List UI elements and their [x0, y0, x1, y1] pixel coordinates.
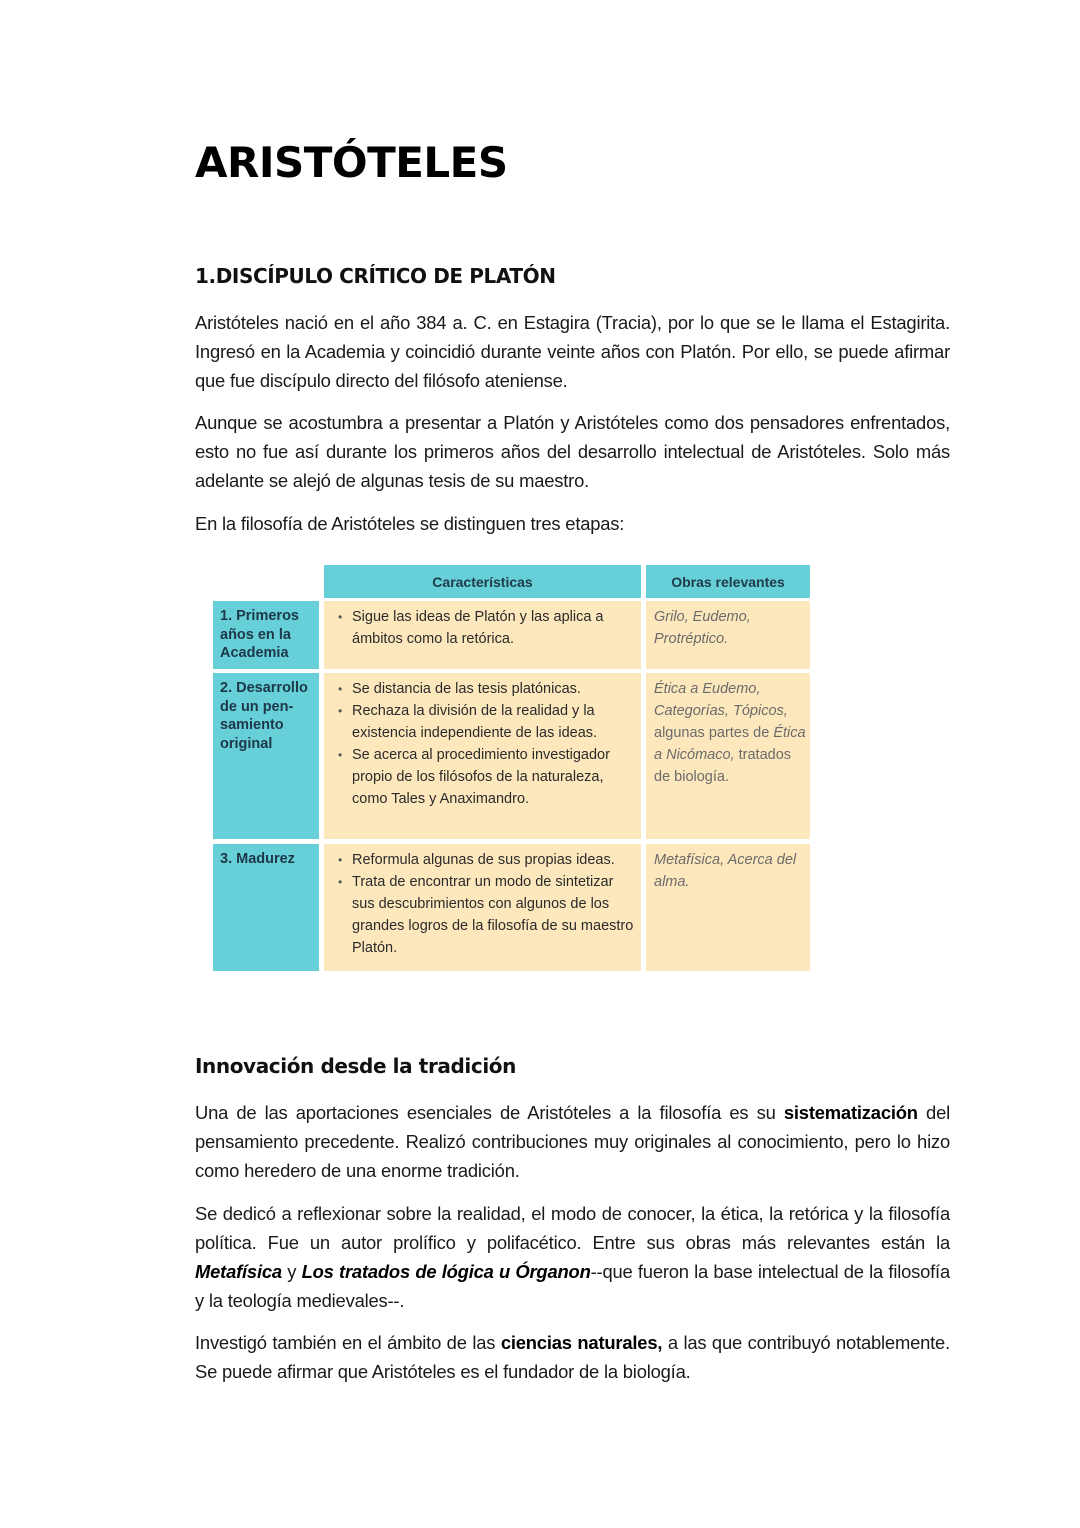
text-run-bold: ciencias naturales,: [500, 1332, 663, 1353]
works-text: Grilo, Eudemo, Protréptico.: [654, 609, 751, 647]
document-title: ARISTÓTELES: [195, 138, 508, 187]
section-heading-discipulo: 1.DISCÍPULO CRÍTICO DE PLATÓN: [195, 264, 556, 288]
table-row-stage-3: [213, 844, 319, 971]
paragraph-birth: Aristóteles nació en el año 384 a. C. en Estagira (Tracia), por lo que se le llama el Estagirita. Ingresó en la Academia y coincidió durante veinte años con Platón. Por ello, se puede afirmar que fue discípulo directo del filósofo ateniense.: [195, 312, 950, 391]
table-header-works: Obras relevantes: [646, 565, 810, 598]
table-row-characteristics-3: [324, 844, 641, 971]
text-run-bold-italic: Metafísica: [195, 1261, 282, 1282]
characteristic-item: • Sigue las ideas de Platón y las aplica a ámbitos como la retórica.: [338, 606, 637, 650]
stage-line: 3. Madurez: [220, 851, 295, 867]
characteristic-item: • Trata de encontrar un modo de sintetizar sus descubrimientos con algunos de los grandes logros de la filosofía de su maestro Platón.: [338, 871, 637, 959]
table-row-characteristics-2: [324, 673, 641, 839]
table-row-characteristics-1: [324, 601, 641, 669]
works-text: algunas partes de: [654, 725, 774, 741]
table-row-works-1: [646, 601, 810, 669]
stage-line: original: [220, 735, 273, 752]
text-run: --que fueron la base intelectual de la filosofía y la teología medievales--.: [195, 1261, 950, 1311]
paragraph-systematization: [195, 1098, 950, 1185]
characteristic-item: • Se distancia de las tesis platónicas.: [338, 678, 637, 700]
text-run: del pensamiento precedente. Realizó contribuciones muy originales al conocimiento, pero lo hizo como heredero de una enorme tradición.: [195, 1102, 950, 1181]
paragraph-relationship: Aunque se acostumbra a presentar a Platón y Aristóteles como dos pensadores enfrentados, esto no fue así durante los primeros años del desarrollo intelectual de Aristóteles. Solo más adelante se alejó de algunas tesis de su maestro.: [195, 412, 950, 491]
paragraph-stages-intro: En la filosofía de Aristóteles se distinguen tres etapas:: [195, 513, 625, 534]
works-text: tratados de biología.: [654, 747, 792, 785]
stage-line: de un pen-: [220, 698, 294, 715]
stages-table: [213, 565, 810, 971]
stage-line: 2. Desarrollo: [220, 680, 308, 696]
works-text: Ética a Nicómaco,: [654, 725, 806, 763]
stage-line: Academia: [220, 645, 289, 661]
text-run: Se dedicó a reflexionar sobre la realidad, el modo de conocer, la ética, la retórica y la filosofía política. Fue un autor prolífico y polifacético. Entre sus obras más relevantes están la: [195, 1203, 950, 1253]
characteristic-item: • Rechaza la división de la realidad y la existencia independiente de las ideas.: [338, 700, 637, 744]
stage-line: samiento: [220, 717, 284, 733]
paragraph-works: [195, 1199, 950, 1315]
table-row-stage-1: [213, 601, 319, 669]
section-heading-innovacion: Innovación desde la tradición: [195, 1054, 516, 1078]
text-run: a las que contribuyó notablemente. Se puede afirmar que Aristóteles es el fundador de la biología.: [195, 1332, 950, 1382]
paragraph-natural-sciences: [195, 1328, 950, 1386]
works-text: Metafísica, Acerca del alma.: [654, 852, 797, 890]
characteristic-item: • Se acerca al procedimiento investigador propio de los filósofos de la naturaleza, como Tales y Anaximandro.: [338, 744, 637, 810]
text-run: Una de las aportaciones esenciales de Aristóteles a la filosofía es su: [195, 1102, 784, 1123]
table-row-works-2: [646, 673, 810, 839]
text-run: y: [281, 1261, 302, 1282]
text-run: Investigó también en el ámbito de las: [195, 1332, 501, 1353]
table-row-stage-2: [213, 673, 319, 839]
stage-line: años en la: [220, 626, 291, 643]
works-text: Ética a Eudemo, Categorías, Tópicos,: [654, 681, 788, 719]
text-run-bold: sistematización: [783, 1102, 918, 1123]
table-header-characteristics: Características: [324, 565, 641, 598]
stage-line: 1. Primeros: [220, 608, 299, 624]
table-row-works-3: [646, 844, 810, 971]
characteristic-item: • Reformula algunas de sus propias ideas.: [338, 849, 637, 871]
text-run-bold-italic: Los tratados de lógica u Órganon: [301, 1261, 591, 1282]
